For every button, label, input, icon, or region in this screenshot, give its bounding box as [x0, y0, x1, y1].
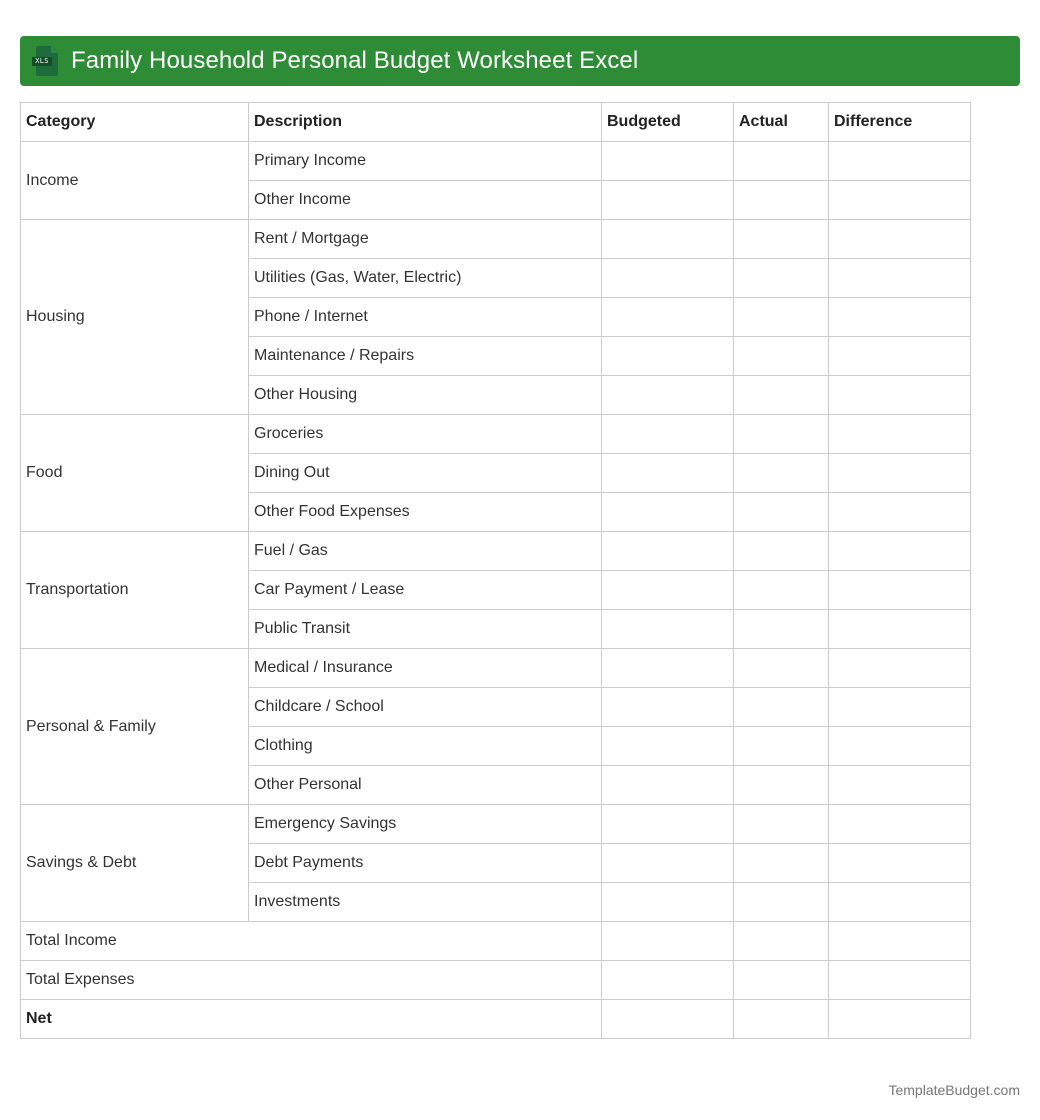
budgeted-cell[interactable] — [602, 844, 734, 883]
difference-cell[interactable] — [829, 688, 971, 727]
budgeted-cell[interactable] — [602, 337, 734, 376]
category-cell: Income — [21, 142, 249, 220]
description-cell: Utilities (Gas, Water, Electric) — [249, 259, 602, 298]
totals-row — [21, 961, 971, 1000]
difference-cell[interactable] — [829, 649, 971, 688]
description-cell: Childcare / School — [249, 688, 602, 727]
actual-cell[interactable] — [734, 883, 829, 922]
description-cell: Public Transit — [249, 610, 602, 649]
table-row — [21, 142, 971, 181]
category-cell: Personal & Family — [21, 649, 249, 805]
total-difference-cell[interactable] — [829, 1000, 971, 1039]
actual-cell[interactable] — [734, 376, 829, 415]
description-cell: Phone / Internet — [249, 298, 602, 337]
budgeted-cell[interactable] — [602, 376, 734, 415]
actual-cell[interactable] — [734, 454, 829, 493]
description-cell: Other Housing — [249, 376, 602, 415]
description-cell: Medical / Insurance — [249, 649, 602, 688]
difference-cell[interactable] — [829, 259, 971, 298]
column-header-actual: Actual — [734, 103, 829, 142]
page-title: Family Household Personal Budget Worksheet Excel — [71, 47, 639, 74]
actual-cell[interactable] — [734, 493, 829, 532]
budgeted-cell[interactable] — [602, 883, 734, 922]
column-header-category: Category — [21, 103, 249, 142]
title-bar — [20, 36, 1020, 86]
difference-cell[interactable] — [829, 220, 971, 259]
column-header-budgeted: Budgeted — [602, 103, 734, 142]
footer-brand: TemplateBudget.com — [888, 1082, 1020, 1098]
actual-cell[interactable] — [734, 181, 829, 220]
actual-cell[interactable] — [734, 610, 829, 649]
table-row — [21, 415, 971, 454]
actual-cell[interactable] — [734, 142, 829, 181]
total-budgeted-cell[interactable] — [602, 922, 734, 961]
actual-cell[interactable] — [734, 766, 829, 805]
budgeted-cell[interactable] — [602, 805, 734, 844]
description-cell: Debt Payments — [249, 844, 602, 883]
description-cell: Other Food Expenses — [249, 493, 602, 532]
totals-label-cell: Total Expenses — [21, 961, 602, 1000]
totals-row — [21, 1000, 971, 1039]
description-cell: Dining Out — [249, 454, 602, 493]
total-actual-cell[interactable] — [734, 961, 829, 1000]
difference-cell[interactable] — [829, 337, 971, 376]
category-cell: Food — [21, 415, 249, 532]
description-cell: Groceries — [249, 415, 602, 454]
difference-cell[interactable] — [829, 493, 971, 532]
table-header-row — [21, 103, 971, 142]
table-row — [21, 220, 971, 259]
budgeted-cell[interactable] — [602, 142, 734, 181]
budgeted-cell[interactable] — [602, 220, 734, 259]
description-cell: Car Payment / Lease — [249, 571, 602, 610]
actual-cell[interactable] — [734, 415, 829, 454]
difference-cell[interactable] — [829, 376, 971, 415]
budgeted-cell[interactable] — [602, 532, 734, 571]
category-cell: Savings & Debt — [21, 805, 249, 922]
actual-cell[interactable] — [734, 649, 829, 688]
table-row — [21, 805, 971, 844]
budgeted-cell[interactable] — [602, 454, 734, 493]
budgeted-cell[interactable] — [602, 415, 734, 454]
difference-cell[interactable] — [829, 610, 971, 649]
totals-label-cell: Total Income — [21, 922, 602, 961]
budgeted-cell[interactable] — [602, 181, 734, 220]
difference-cell[interactable] — [829, 883, 971, 922]
description-cell: Maintenance / Repairs — [249, 337, 602, 376]
difference-cell[interactable] — [829, 415, 971, 454]
table-row — [21, 532, 971, 571]
table-row — [21, 649, 971, 688]
description-cell: Fuel / Gas — [249, 532, 602, 571]
xls-file-icon — [32, 46, 58, 76]
description-cell: Other Income — [249, 181, 602, 220]
total-actual-cell[interactable] — [734, 1000, 829, 1039]
budgeted-cell[interactable] — [602, 727, 734, 766]
description-cell: Rent / Mortgage — [249, 220, 602, 259]
description-cell: Clothing — [249, 727, 602, 766]
actual-cell[interactable] — [734, 259, 829, 298]
budgeted-cell[interactable] — [602, 493, 734, 532]
difference-cell[interactable] — [829, 142, 971, 181]
totals-label-cell: Net — [21, 1000, 602, 1039]
actual-cell[interactable] — [734, 805, 829, 844]
budget-table — [20, 102, 971, 1039]
total-budgeted-cell[interactable] — [602, 961, 734, 1000]
budgeted-cell[interactable] — [602, 610, 734, 649]
description-cell: Other Personal — [249, 766, 602, 805]
total-difference-cell[interactable] — [829, 922, 971, 961]
budgeted-cell[interactable] — [602, 688, 734, 727]
total-difference-cell[interactable] — [829, 961, 971, 1000]
actual-cell[interactable] — [734, 571, 829, 610]
description-cell: Investments — [249, 883, 602, 922]
budgeted-cell[interactable] — [602, 766, 734, 805]
totals-row — [21, 922, 971, 961]
xls-file-icon-label: XLS — [32, 57, 52, 66]
difference-cell[interactable] — [829, 844, 971, 883]
difference-cell[interactable] — [829, 181, 971, 220]
column-header-description: Description — [249, 103, 602, 142]
budgeted-cell[interactable] — [602, 571, 734, 610]
difference-cell[interactable] — [829, 298, 971, 337]
actual-cell[interactable] — [734, 220, 829, 259]
actual-cell[interactable] — [734, 727, 829, 766]
difference-cell[interactable] — [829, 532, 971, 571]
actual-cell[interactable] — [734, 298, 829, 337]
difference-cell[interactable] — [829, 805, 971, 844]
actual-cell[interactable] — [734, 532, 829, 571]
category-cell: Housing — [21, 220, 249, 415]
category-cell: Transportation — [21, 532, 249, 649]
difference-cell[interactable] — [829, 571, 971, 610]
difference-cell[interactable] — [829, 766, 971, 805]
xls-file-icon-fold — [51, 46, 58, 53]
table-body — [21, 142, 971, 1039]
description-cell: Primary Income — [249, 142, 602, 181]
budgeted-cell[interactable] — [602, 259, 734, 298]
total-actual-cell[interactable] — [734, 922, 829, 961]
difference-cell[interactable] — [829, 727, 971, 766]
actual-cell[interactable] — [734, 337, 829, 376]
column-header-difference: Difference — [829, 103, 971, 142]
budgeted-cell[interactable] — [602, 649, 734, 688]
actual-cell[interactable] — [734, 688, 829, 727]
description-cell: Emergency Savings — [249, 805, 602, 844]
difference-cell[interactable] — [829, 454, 971, 493]
budgeted-cell[interactable] — [602, 298, 734, 337]
actual-cell[interactable] — [734, 844, 829, 883]
total-budgeted-cell[interactable] — [602, 1000, 734, 1039]
